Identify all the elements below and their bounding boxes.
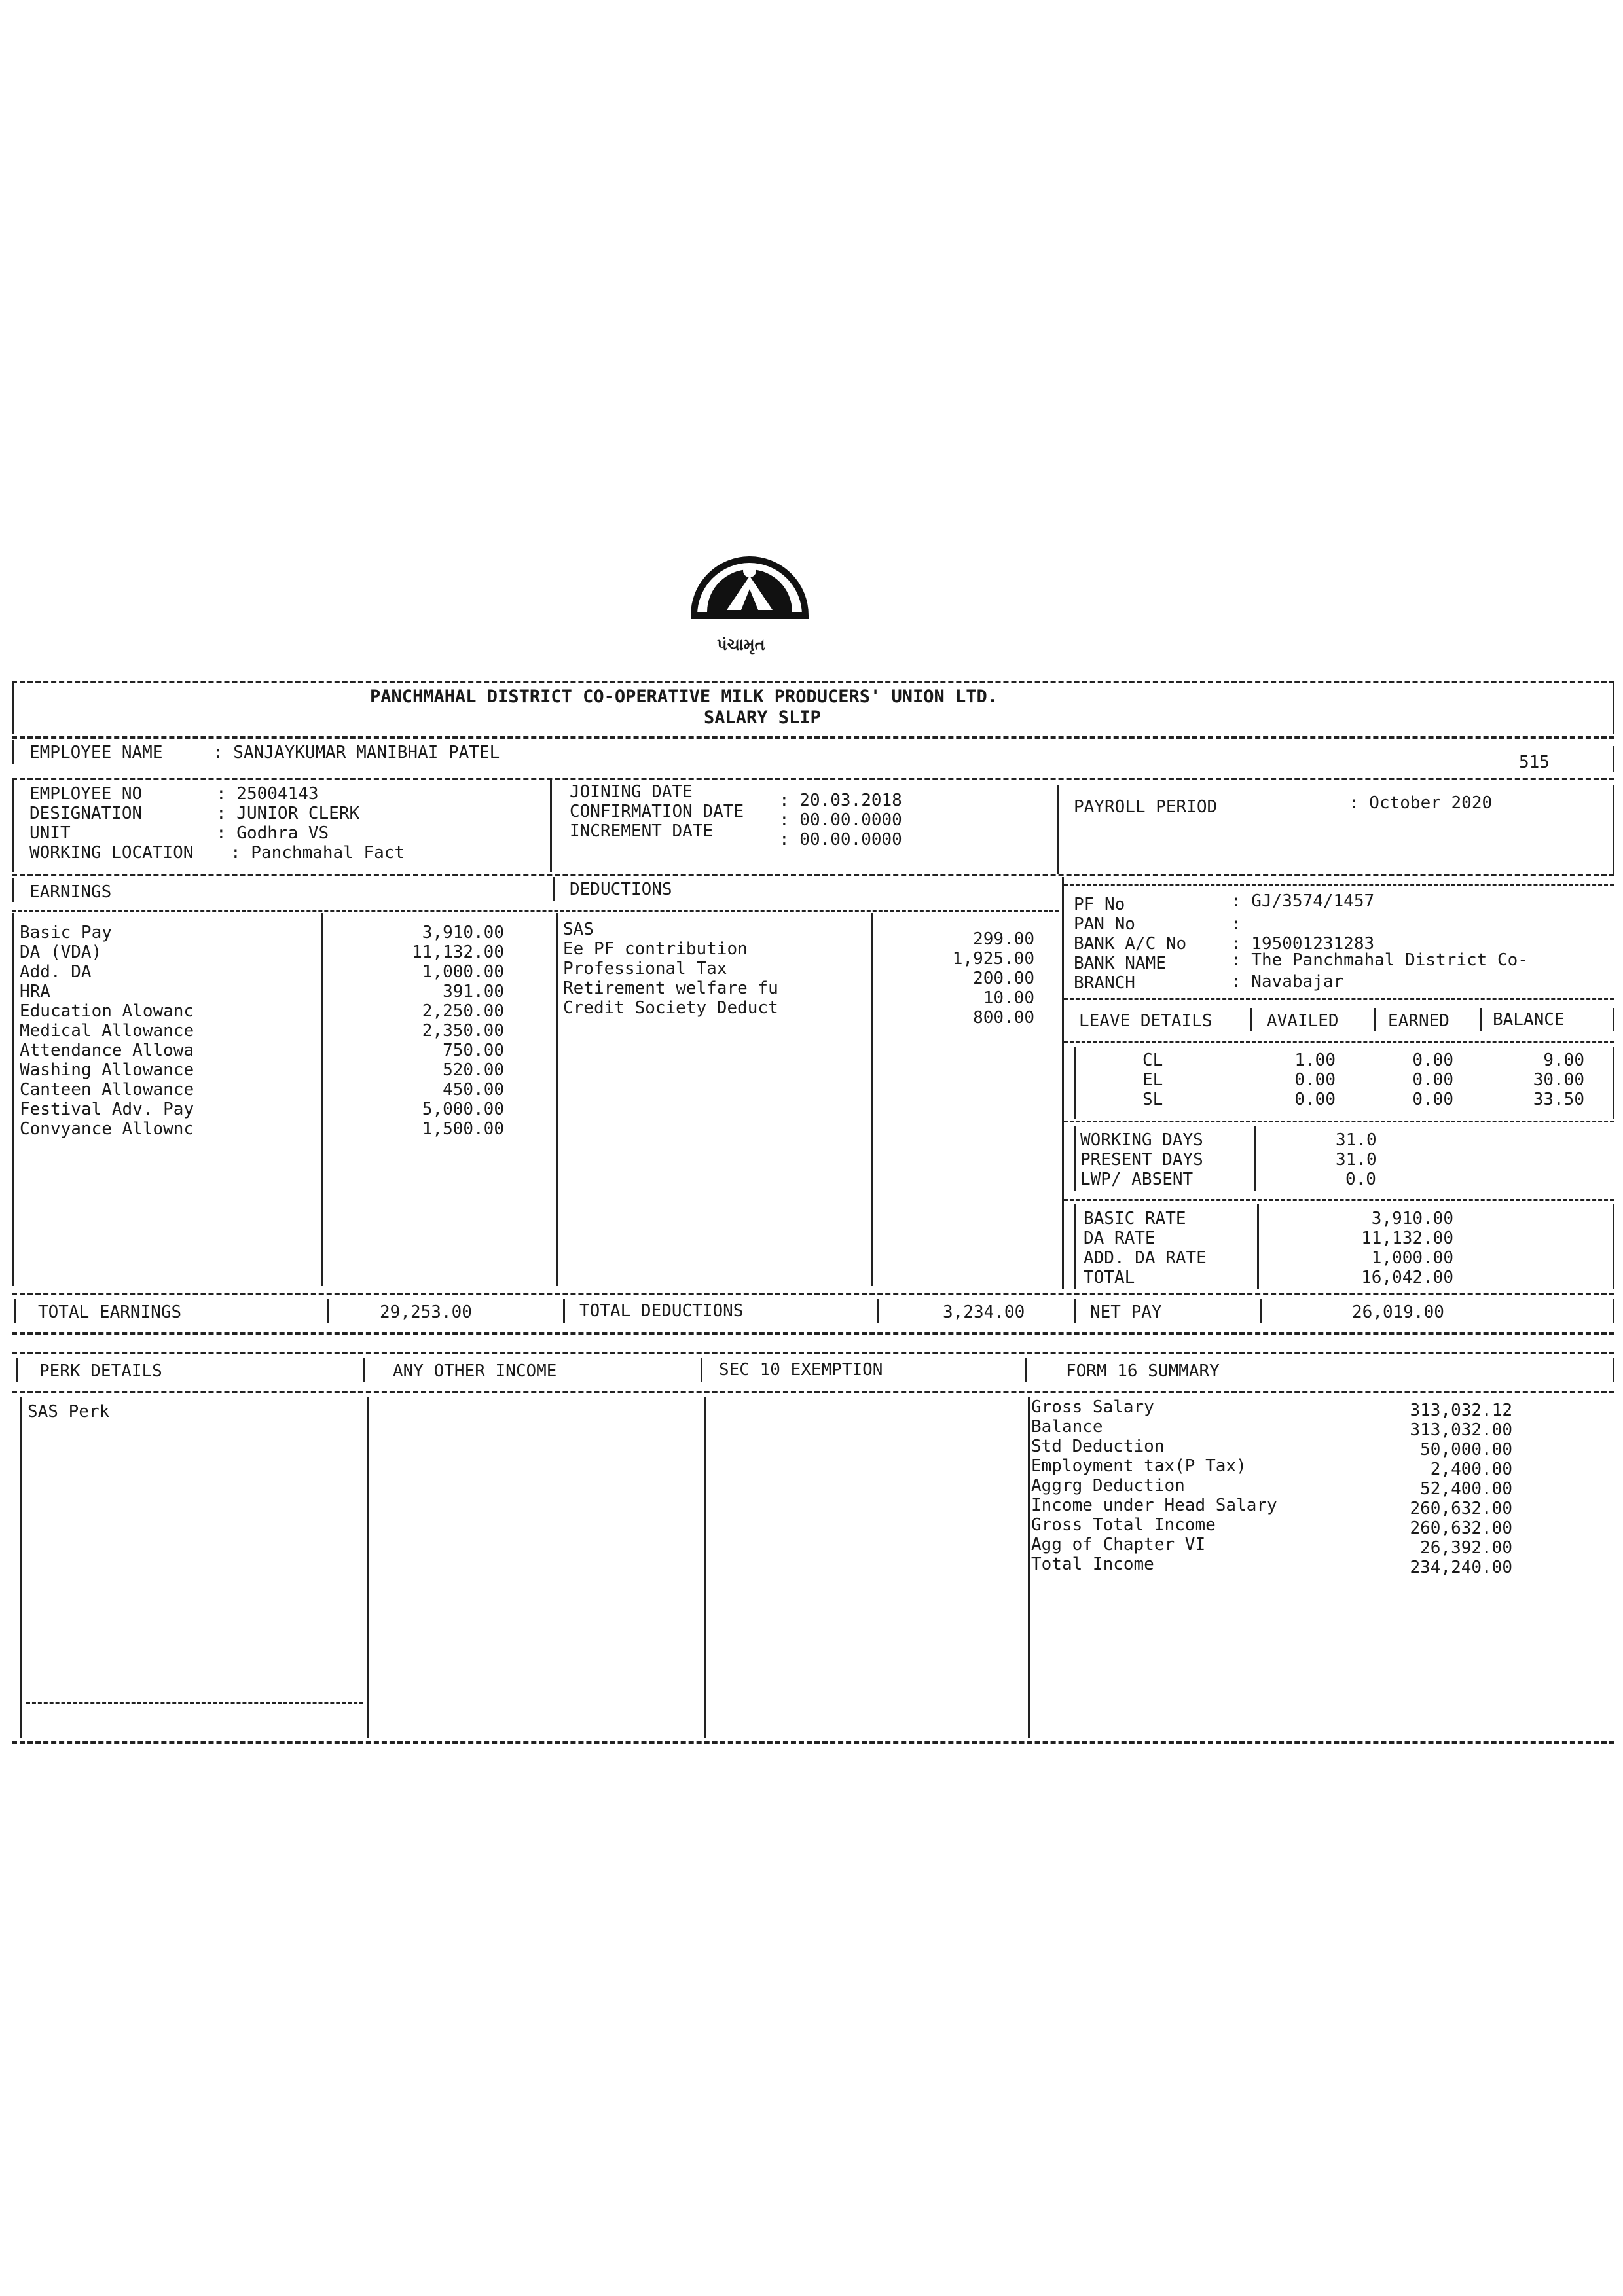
pf-no-label: PF No [1074,895,1125,914]
present-days-label: PRESENT DAYS [1080,1150,1203,1170]
divider [1064,1199,1614,1201]
divider [12,878,14,902]
total-deductions-label: TOTAL DEDUCTIONS [579,1301,744,1321]
divider [1064,998,1614,1000]
leave-availed [1257,1050,1336,1109]
divider [12,1332,1614,1335]
divider [12,913,14,1286]
unit-label: UNIT [29,823,71,843]
employee-name-label: EMPLOYEE NAME [29,743,163,762]
divider [871,913,873,1286]
divider [1057,785,1059,874]
list-item: Convyance Allownc [20,1119,194,1139]
unit-value: : Godhra VS [216,823,329,843]
divider [12,778,1614,780]
rates-total-label: TOTAL [1084,1268,1135,1287]
divider [327,1299,329,1323]
list-item: Aggrg Deduction [1031,1476,1185,1496]
divider [1074,1299,1076,1323]
divider [12,1352,1614,1354]
joining-date-value: : 20.03.2018 [779,791,902,810]
earnings-amounts [340,923,504,1139]
joining-date-label: JOINING DATE [570,782,693,802]
leave-header-availed: AVAILED [1267,1011,1339,1031]
employee-no-label: EMPLOYEE NO [29,784,143,804]
divider [1613,1204,1614,1289]
divider [12,780,14,872]
leave-header-balance: BALANCE [1493,1010,1565,1030]
logo [681,537,818,661]
perk-item: SAS Perk [27,1402,110,1422]
bank-name-value: : The Panchmahal District Co- [1231,950,1528,970]
table-row: 9.00 [1543,1050,1584,1070]
list-item: 750.00 [443,1041,504,1060]
divider [1074,1126,1076,1191]
net-pay-value: 26,019.00 [1352,1302,1444,1322]
divider [1480,1008,1482,1031]
list-item: Education Alowanc [20,1001,194,1021]
divider [12,681,1614,683]
list-item: Add. DA [20,962,92,982]
divider [1374,1008,1376,1031]
list-item: Gross Total Income [1031,1515,1216,1535]
list-item: 26,392.00 [1420,1538,1512,1558]
divider [1613,1299,1614,1323]
list-item: HRA [20,982,50,1001]
divider [1074,1204,1076,1289]
list-item: 5,000.00 [422,1100,504,1119]
lwp-absent-value: 0.0 [1345,1170,1376,1189]
document-title: SALARY SLIP [704,708,821,728]
list-item: 52,400.00 [1420,1479,1512,1499]
list-item: 313,032.12 [1410,1401,1512,1420]
branch-label: BRANCH [1074,973,1135,993]
confirmation-date-value: : 00.00.0000 [779,810,902,830]
divider [1613,746,1614,772]
list-item: DA (VDA) [20,942,102,962]
list-item: Income under Head Salary [1031,1496,1277,1515]
org-name: PANCHMAHAL DISTRICT CO-OPERATIVE MILK PRODUCERS' UNION LTD. [370,687,998,707]
working-days-label: WORKING DAYS [1080,1130,1203,1150]
list-item: Basic Pay [20,923,112,942]
increment-date-value: : 00.00.0000 [779,830,902,850]
increment-date-label: INCREMENT DATE [570,821,714,841]
list-item: Total Income [1031,1554,1154,1574]
basic-rate-label: BASIC RATE [1084,1209,1186,1229]
list-item: 11,132.00 [412,942,504,962]
deductions-header: DEDUCTIONS [570,880,672,899]
any-other-income-header: ANY OTHER INCOME [393,1361,557,1381]
divider [1062,877,1064,1289]
list-item: Gross Salary [1031,1397,1154,1417]
divider [12,910,1059,912]
divider [12,736,1614,739]
add-da-rate-label: ADD. DA RATE [1084,1248,1207,1268]
divider [363,1358,365,1382]
net-pay-label: NET PAY [1090,1302,1162,1322]
divider [563,1299,565,1323]
divider [1613,682,1614,734]
table-row: 0.00 [1412,1050,1453,1070]
divider [12,874,1614,876]
pan-no-value: : [1231,914,1241,934]
total-earnings-value: 29,253.00 [380,1302,472,1322]
divider [877,1299,879,1323]
pan-no-label: PAN No [1074,914,1135,934]
divider [20,1397,22,1738]
divider [1250,1008,1252,1031]
earnings-labels [20,923,194,1139]
total-deductions-value: 3,234.00 [943,1302,1025,1322]
lwp-absent-label: LWP/ ABSENT [1080,1170,1194,1189]
divider [14,1299,16,1323]
list-item: 450.00 [443,1080,504,1100]
list-item: 10.00 [983,988,1034,1008]
divider [12,1293,1614,1295]
basic-rate-value: 3,910.00 [1371,1209,1453,1229]
form-16-amounts [1362,1401,1512,1577]
list-item: Credit Society Deduct [563,998,778,1018]
list-item: Retirement welfare fu [563,978,778,998]
payroll-period-value: : October 2020 [1349,793,1493,813]
list-item: Std Deduction [1031,1437,1165,1456]
leave-header-details: LEAVE DETAILS [1079,1011,1213,1031]
list-item: 1,000.00 [422,962,504,982]
divider [553,877,555,901]
divider [1613,1008,1614,1031]
earnings-header: EARNINGS [29,882,112,902]
bank-name-label: BANK NAME [1074,954,1166,973]
da-rate-label: DA RATE [1084,1229,1156,1248]
table-row: 0.00 [1294,1070,1336,1090]
list-item: 50,000.00 [1420,1440,1512,1460]
divider [26,1702,363,1704]
divider [1613,1047,1614,1119]
working-location-value: : Panchmahal Fact [230,843,405,863]
working-days-value: 31.0 [1336,1130,1377,1150]
divider [1613,785,1614,874]
rates-values [1309,1209,1453,1287]
list-item: Employment tax(P Tax) [1031,1456,1247,1476]
table-row: CL [1142,1050,1163,1070]
list-item: Professional Tax [563,959,727,978]
total-earnings-label: TOTAL EARNINGS [38,1302,182,1322]
designation-label: DESIGNATION [29,804,143,823]
logo-text: પંચામૃત [717,636,765,654]
list-item: 800.00 [973,1008,1034,1028]
add-da-rate-value: 1,000.00 [1371,1248,1453,1268]
divider [1028,1397,1030,1738]
list-item: 313,032.00 [1410,1420,1512,1440]
leave-balance [1493,1050,1584,1109]
payroll-period-label: PAYROLL PERIOD [1074,797,1218,817]
list-item: 299.00 [973,929,1034,949]
designation-value: : JUNIOR CLERK [216,804,360,823]
list-item: 200.00 [973,969,1034,988]
leave-types [1142,1050,1163,1109]
employee-no-value: : 25004143 [216,784,319,804]
divider [1074,1047,1076,1119]
form-16-labels [1031,1397,1277,1574]
divider [1064,1121,1614,1122]
divider [1254,1126,1256,1191]
list-item: 391.00 [443,982,504,1001]
list-item: 234,240.00 [1410,1558,1512,1577]
deductions-amounts [890,929,1034,1028]
list-item: 260,632.00 [1410,1518,1512,1538]
divider [12,682,14,734]
table-row: 0.00 [1294,1090,1336,1109]
divider [321,913,323,1286]
list-item: 520.00 [443,1060,504,1080]
divider [12,1391,1614,1393]
form-16-summary-header: FORM 16 SUMMARY [1066,1361,1220,1381]
deductions-labels [563,920,778,1018]
divider [1260,1299,1262,1323]
table-row: 0.00 [1412,1070,1453,1090]
divider [367,1397,369,1738]
divider [12,740,14,764]
rates-total-value: 16,042.00 [1361,1268,1453,1287]
divider [1064,1041,1614,1043]
present-days-value: 31.0 [1336,1150,1377,1170]
list-item: SAS [563,920,594,939]
da-rate-value: 11,132.00 [1361,1229,1453,1248]
table-row: 0.00 [1412,1090,1453,1109]
list-item: 1,925.00 [952,949,1034,969]
divider [12,1741,1614,1744]
divider [16,1358,18,1382]
list-item: Medical Allowance [20,1021,194,1041]
list-item: 2,400.00 [1430,1460,1512,1479]
list-item: 2,350.00 [422,1021,504,1041]
divider [556,913,558,1286]
table-row: 1.00 [1294,1050,1336,1070]
perk-details-header: PERK DETAILS [39,1361,162,1381]
employee-name-value: : SANJAYKUMAR MANIBHAI PATEL [213,743,500,762]
divider [701,1358,702,1382]
divider [1613,1358,1614,1382]
divider [1025,1358,1027,1382]
list-item: Attendance Allowa [20,1041,194,1060]
list-item: 260,632.00 [1410,1499,1512,1518]
table-row: 33.50 [1533,1090,1584,1109]
list-item: Washing Allowance [20,1060,194,1080]
bank-ac-value: : 195001231283 [1231,934,1375,954]
branch-value: : Navabajar [1231,972,1344,992]
table-row: 30.00 [1533,1070,1584,1090]
list-item: 3,910.00 [422,923,504,942]
pf-no-value: : GJ/3574/1457 [1231,891,1375,911]
divider [1064,884,1614,886]
slip-number: 515 [1519,753,1550,772]
list-item: 2,250.00 [422,1001,504,1021]
leave-header-earned: EARNED [1388,1011,1450,1031]
working-location-label: WORKING LOCATION [29,843,194,863]
leave-earned [1375,1050,1453,1109]
list-item: Balance [1031,1417,1103,1437]
list-item: 1,500.00 [422,1119,504,1139]
list-item: Agg of Chapter VI [1031,1535,1206,1554]
bank-ac-label: BANK A/C No [1074,934,1187,954]
list-item: Festival Adv. Pay [20,1100,194,1119]
list-item: Canteen Allowance [20,1080,194,1100]
divider [1257,1204,1259,1289]
divider [704,1397,706,1738]
divider [550,780,552,872]
table-row: EL [1142,1070,1163,1090]
list-item: Ee PF contribution [563,939,748,959]
table-row: SL [1142,1090,1163,1109]
sec-10-exemption-header: SEC 10 EXEMPTION [719,1360,883,1380]
confirmation-date-label: CONFIRMATION DATE [570,802,744,821]
amul-dairy-logo-icon [681,537,818,635]
